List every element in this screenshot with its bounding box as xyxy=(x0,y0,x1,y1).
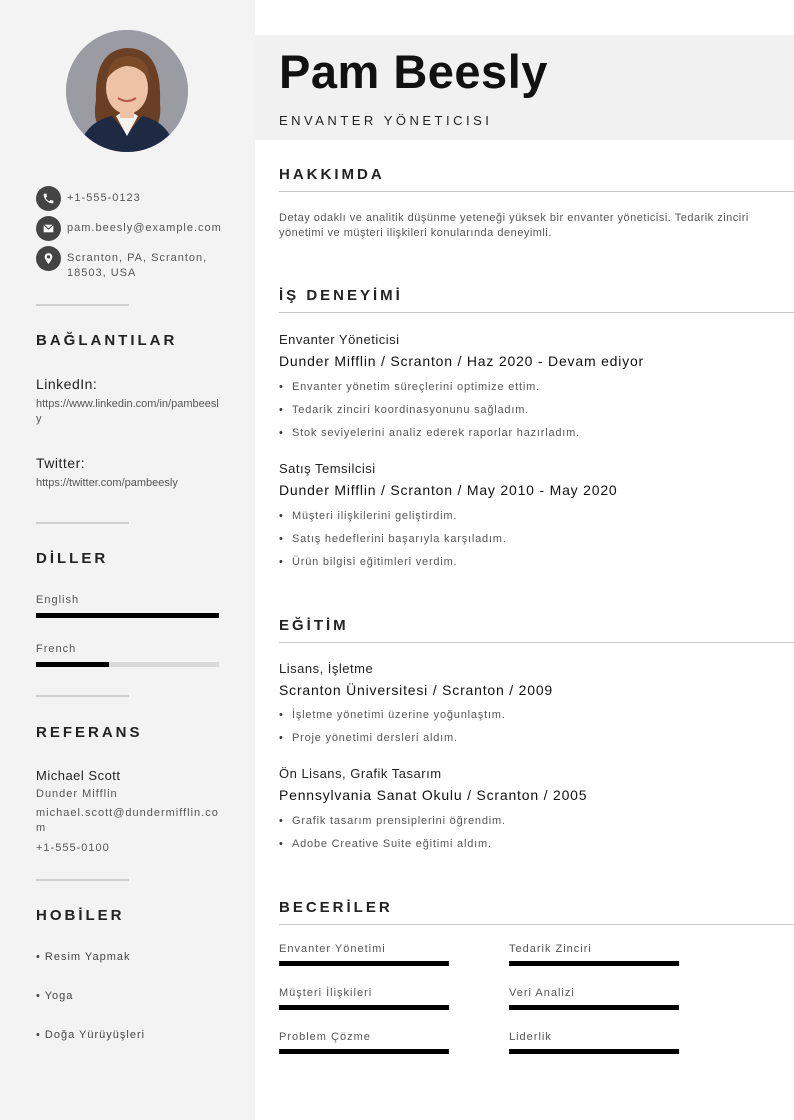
linkedin-link[interactable]: https://www.linkedin.com/in/pambeesly xyxy=(36,398,219,425)
education-bullet: • İşletme yönetimi üzerine yoğunlaştım. xyxy=(279,709,506,721)
language-name: English xyxy=(36,594,80,606)
divider xyxy=(36,695,129,697)
language-bar-fill xyxy=(36,613,219,618)
experience-role: Satış Temsilcisi xyxy=(279,461,376,476)
skill-bar xyxy=(279,1049,449,1054)
experience-heading: İŞ DENEYİMİ xyxy=(279,287,403,304)
about-text: Detay odaklı ve analitik düşünme yeteneği yüksek bir envanter yöneticisi. Tedarik zinciri yönetimi ve müşteri ilişkileri konularında deneyimli. xyxy=(279,212,749,239)
section-rule xyxy=(279,642,794,643)
section-rule xyxy=(279,191,794,192)
reference-name: Michael Scott xyxy=(36,768,121,783)
education-meta: Pennsylvania Sanat Okulu / Scranton / 2005 xyxy=(279,787,588,803)
twitter-link[interactable]: https://twitter.com/pambeesly xyxy=(36,477,178,489)
reference-phone: +1-555-0100 xyxy=(36,842,110,854)
skill-item xyxy=(509,987,679,1010)
divider xyxy=(36,522,129,524)
twitter-label: Twitter: xyxy=(36,455,86,471)
mail-icon xyxy=(36,216,61,241)
profile-photo xyxy=(66,30,188,152)
skill-item xyxy=(279,987,449,1010)
person-name: Pam Beesly xyxy=(279,45,548,98)
skill-item xyxy=(509,1031,679,1054)
skill-name: Liderlik xyxy=(509,1031,552,1043)
experience-bullet: • Stok seviyelerini analiz ederek raporlar hazırladım. xyxy=(279,427,580,439)
sidebar xyxy=(0,0,255,1120)
reference-company: Dunder Mifflin xyxy=(36,788,118,800)
section-rule xyxy=(279,924,794,925)
skill-bar-fill xyxy=(279,1049,449,1054)
address-text: Scranton, PA, Scranton, 18503, USA xyxy=(67,252,208,279)
education-bullet: • Grafik tasarım prensiplerini öğrendim. xyxy=(279,815,506,827)
skill-name: Müşteri İlişkileri xyxy=(279,987,373,999)
skill-bar xyxy=(509,1005,679,1010)
experience-bullet: • Müşteri ilişkilerini geliştirdim. xyxy=(279,510,457,522)
location-pin-icon xyxy=(36,246,61,271)
experience-meta: Dunder Mifflin / Scranton / Haz 2020 - Devam ediyor xyxy=(279,353,645,369)
experience-bullet: • Tedarik zinciri koordinasyonunu sağladım. xyxy=(279,404,529,416)
about-heading: HAKKIMDA xyxy=(279,166,385,183)
divider xyxy=(36,304,129,306)
skill-bar xyxy=(509,1049,679,1054)
phone-text: +1-555-0123 xyxy=(67,192,141,204)
contact-phone xyxy=(36,186,227,211)
skill-bar-fill xyxy=(509,961,679,966)
hobby-item: • Yoga xyxy=(36,990,74,1002)
hobbies-heading: HOBİLER xyxy=(36,907,125,924)
skill-bar-fill xyxy=(279,961,449,966)
skill-name: Problem Çözme xyxy=(279,1031,371,1043)
links-heading: BAĞLANTILAR xyxy=(36,332,178,349)
experience-role: Envanter Yöneticisi xyxy=(279,332,400,347)
language-name: French xyxy=(36,643,77,655)
divider xyxy=(36,879,129,881)
contact-address xyxy=(36,246,227,281)
skill-bar-fill xyxy=(279,1005,449,1010)
linkedin-label: LinkedIn: xyxy=(36,376,98,392)
email-text[interactable]: pam.beesly@example.com xyxy=(67,222,222,234)
language-bar-fill xyxy=(36,662,109,667)
education-meta: Scranton Üniversitesi / Scranton / 2009 xyxy=(279,682,553,698)
education-bullet: • Proje yönetimi dersleri aldım. xyxy=(279,732,458,744)
skill-item xyxy=(279,943,449,966)
experience-bullet: • Satış hedeflerini başarıyla karşıladım. xyxy=(279,533,507,545)
education-degree: Lisans, İşletme xyxy=(279,661,374,676)
experience-meta: Dunder Mifflin / Scranton / May 2010 - May 2020 xyxy=(279,482,618,498)
skill-name: Veri Analizi xyxy=(509,987,575,999)
phone-icon xyxy=(36,186,61,211)
skill-bar xyxy=(509,961,679,966)
language-bar xyxy=(36,613,219,618)
hobby-item: • Resim Yapmak xyxy=(36,951,131,963)
reference-email[interactable]: michael.scott@dundermifflin.com xyxy=(36,807,219,834)
skill-name: Tedarik Zinciri xyxy=(509,943,592,955)
skills-heading: BECERİLER xyxy=(279,899,393,916)
skill-bar-fill xyxy=(509,1005,679,1010)
reference-heading: REFERANS xyxy=(36,724,143,741)
education-degree: Ön Lisans, Grafik Tasarım xyxy=(279,766,442,781)
education-bullet: • Adobe Creative Suite eğitimi aldım. xyxy=(279,838,492,850)
skill-bar xyxy=(279,961,449,966)
skill-bar-fill xyxy=(509,1049,679,1054)
skill-item xyxy=(509,943,679,966)
hobby-item: • Doğa Yürüyüşleri xyxy=(36,1029,146,1041)
contact-email xyxy=(36,216,227,241)
skill-bar xyxy=(279,1005,449,1010)
language-bar xyxy=(36,662,219,667)
section-rule xyxy=(279,312,794,313)
main-content xyxy=(255,0,794,1120)
job-title: ENVANTER YÖNETICISI xyxy=(279,113,493,128)
education-heading: EĞİTİM xyxy=(279,617,349,634)
skill-item xyxy=(279,1031,449,1054)
skill-name: Envanter Yönetimi xyxy=(279,943,386,955)
experience-bullet: • Envanter yönetim süreçlerini optimize ettim. xyxy=(279,381,540,393)
languages-heading: DİLLER xyxy=(36,550,109,567)
experience-bullet: • Ürün bilgisi eğitimleri verdim. xyxy=(279,556,457,568)
